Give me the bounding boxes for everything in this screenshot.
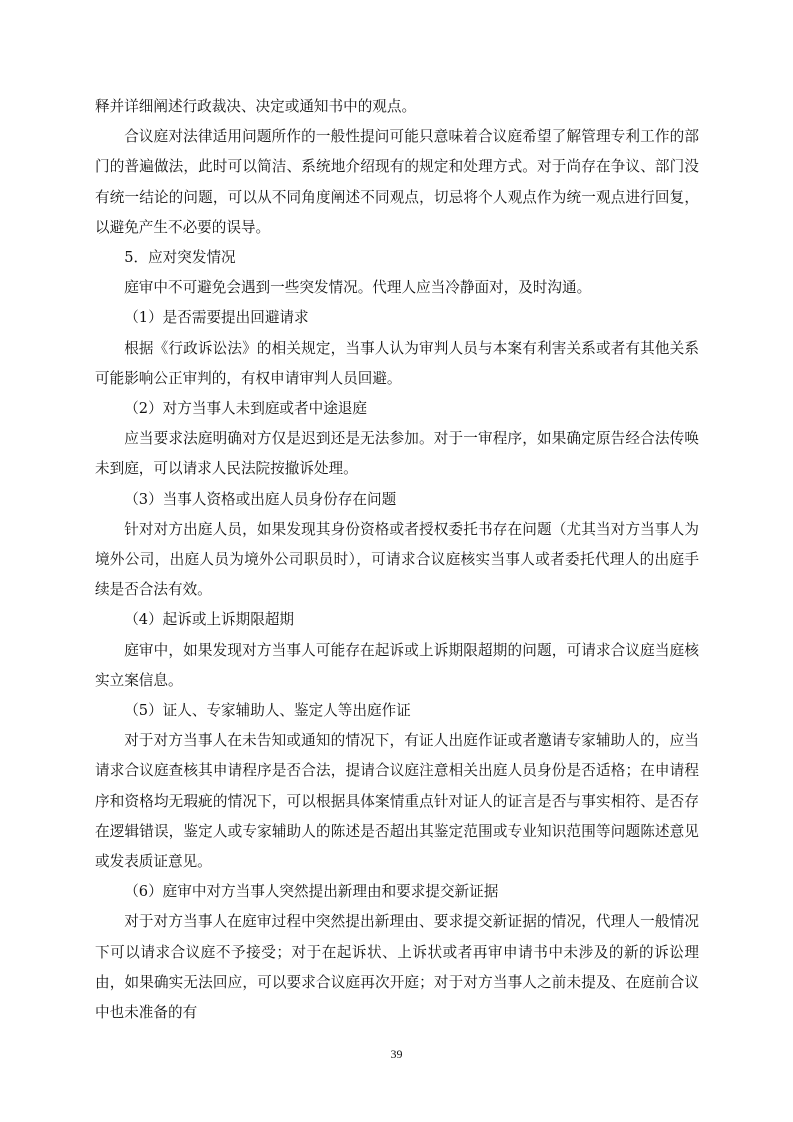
paragraph-time-limit: 庭审中，如果发现对方当事人可能存在起诉或上诉期限超期的问题，可请求合议庭当庭核实立案信息。 [95,641,699,689]
paragraph-qualification: 针对对方出庭人员，如果发现其身份资格或者授权委托书存在问题（尤其当对方当事人为境外公司，出庭人员为境外公司职员时），可请求合议庭核实当事人或者委托代理人的出庭手续是否合法有效。 [95,520,699,599]
document-body [95,92,699,1028]
subheading-qualification: （3）当事人资格或出庭人员身份存在问题 [124,490,397,508]
section-heading-emergencies: 5．应对突发情况 [124,249,236,267]
subheading-recusal: （1）是否需要提出回避请求 [124,309,309,327]
subheading-witness: （5）证人、专家辅助人、鉴定人等出庭作证 [124,702,411,720]
subheading-new-evidence: （6）庭审中对方当事人突然提出新理由和要求提交新证据 [124,883,499,901]
page-number: 39 [390,1047,403,1061]
paragraph-new-evidence: 对于对方当事人在庭审过程中突然提出新理由、要求提交新证据的情况，代理人一般情况下可以请求合议庭不予接受；对于在起诉状、上诉状或者再审申请书中未涉及的新的诉讼理由，如果确实无法回应，可以要求合议庭再次开庭；对于对方当事人之前未提及、在庭前合议中也未准备的有 [95,913,699,1022]
paragraph-legal-question: 合议庭对法律适用问题所作的一般性提问可能只意味着合议庭希望了解管理专利工作的部门的普遍做法，此时可以简洁、系统地介绍现有的规定和处理方式。对于尚存在争议、部门没有统一结论的问题，可以从不同角度阐述不同观点，切忌将个人观点作为统一观点进行回复，以避免产生不必要的误导。 [95,128,699,236]
paragraph-recusal: 根据《行政诉讼法》的相关规定，当事人认为审判人员与本案有利害关系或者有其他关系可能影响公正审判的，有权申请审判人员回避。 [95,339,699,387]
subheading-absence: （2）对方当事人未到庭或者中途退庭 [124,400,367,418]
paragraph-continuation: 释并详细阐述行政裁决、决定或通知书中的观点。 [95,98,417,115]
paragraph-witness: 对于对方当事人在未告知或通知的情况下，有证人出庭作证或者邀请专家辅助人的，应当请求合议庭查核其申请程序是否合法，提请合议庭注意相关出庭人员身份是否适格；在申请程序和资格均无瑕疵的情况下，可以根据具体案情重点针对证人的证言是否与事实相符、是否存在逻辑错误，鉴定人或专家辅助人的陈述是否超出其鉴定范围或专业知识范围等问题陈述意见或发表质证意见。 [95,732,699,871]
paragraph-emergencies-intro: 庭审中不可避免会遇到一些突发情况。代理人应当冷静面对，及时沟通。 [124,279,592,297]
subheading-time-limit: （4）起诉或上诉期限超期 [124,611,295,629]
paragraph-absence: 应当要求法庭明确对方仅是迟到还是无法参加。对于一审程序，如果确定原告经合法传唤未到庭，可以请求人民法院按撤诉处理。 [95,430,699,478]
